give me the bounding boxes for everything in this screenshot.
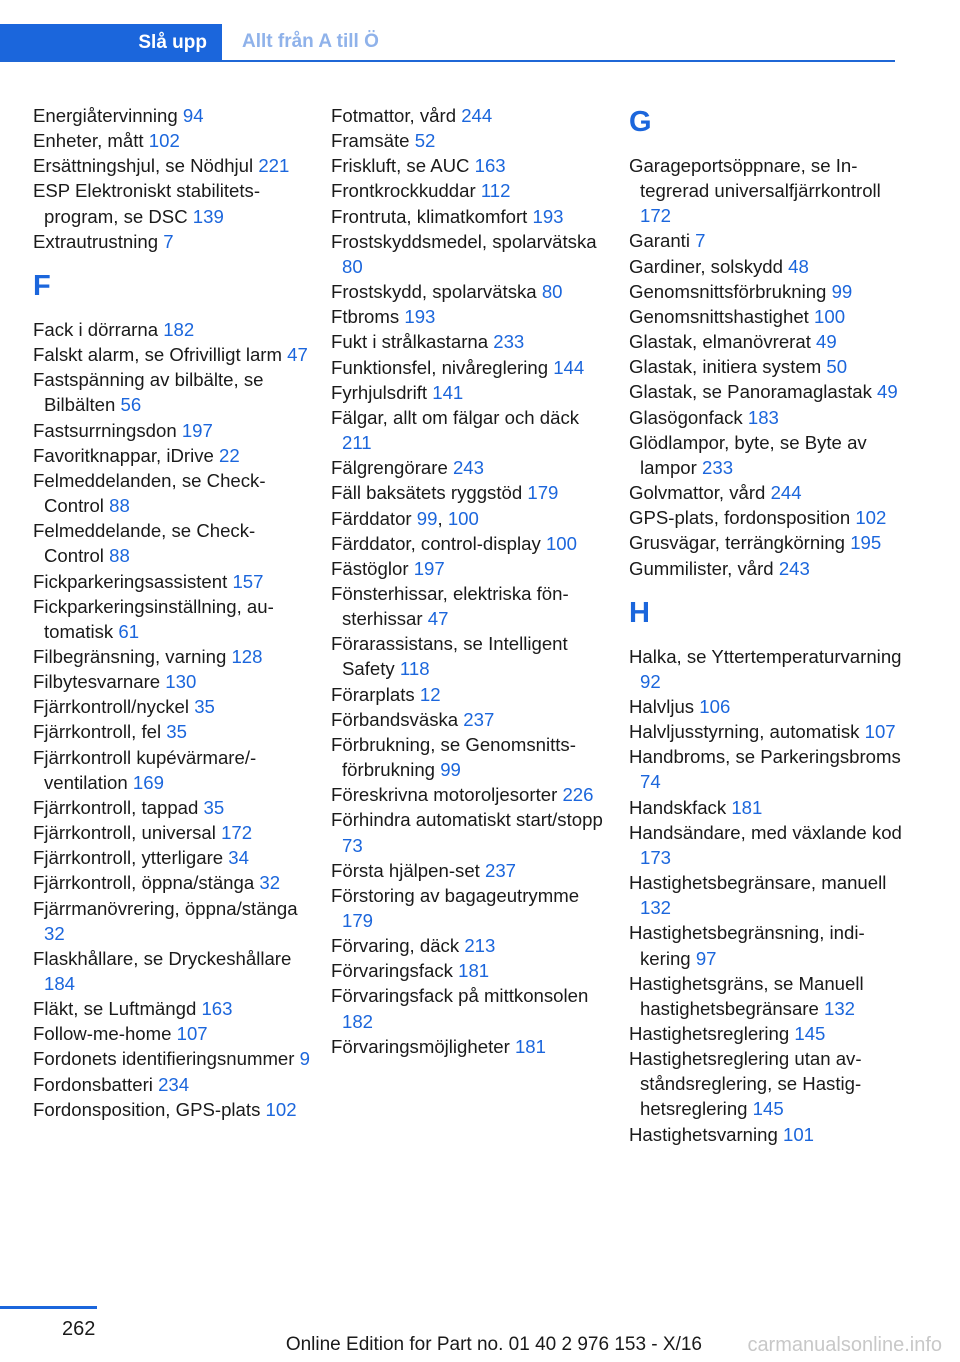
index-entry	[331, 103, 611, 128]
page-link[interactable]: 233	[702, 456, 734, 478]
entry-term: Hastighetsbegränsning, indikering	[629, 922, 865, 969]
page-link[interactable]: 101	[783, 1123, 815, 1145]
index-entry	[629, 694, 904, 719]
index-entry	[33, 367, 313, 417]
index-entry	[629, 1021, 904, 1046]
entry-term: Frontruta, klimatkomfort	[331, 205, 533, 227]
edition-footer: Online Edition for Part no. 01 40 2 976 153 - X/16	[285, 1334, 702, 1355]
index-entry	[331, 480, 611, 505]
page-link[interactable]: 169	[132, 771, 164, 793]
page-link[interactable]: 243	[778, 557, 810, 579]
index-entry	[33, 342, 313, 367]
entry-term: Fickparkeringsinställning, automatisk	[33, 595, 274, 642]
entry-term: ESP Elektroniskt stabilitetsprogram, se DSC	[33, 180, 261, 227]
page-link[interactable]: 157	[232, 570, 264, 592]
index-entry	[33, 820, 313, 845]
entry-term: Frontkrockkuddar	[331, 180, 481, 202]
entry-term: Fjärrmanövrering, öppna/stänga	[33, 897, 298, 919]
index-entry	[33, 996, 313, 1021]
index-entry	[331, 858, 611, 883]
page-link[interactable]: 74	[640, 771, 661, 793]
page-link[interactable]: 49	[816, 331, 837, 353]
index-entry	[33, 870, 313, 895]
page-link[interactable]: 32	[259, 872, 281, 894]
page-link[interactable]: 102	[148, 130, 180, 152]
index-entry	[33, 1072, 313, 1097]
entry-term: Fälgar, allt om fälgar och däck	[331, 406, 580, 428]
entry-term: Fjärrkontroll, fel	[33, 721, 167, 743]
entry-term: Fästöglor	[331, 557, 414, 579]
page-link[interactable]: 244	[461, 105, 493, 126]
page-link[interactable]: 139	[192, 205, 224, 227]
entry-term: Förarassistans, se Intelligent Safety	[331, 633, 568, 680]
index-entry	[331, 304, 611, 329]
page-link[interactable]: 92	[640, 670, 661, 692]
entry-term: Frostskyddsmedel, spolarvätska	[331, 230, 597, 252]
index-entry	[33, 518, 313, 568]
index-entry	[33, 719, 313, 744]
entry-term: Halka, se Yttertemperaturvarning	[629, 645, 902, 667]
page-link[interactable]: 100	[545, 532, 577, 554]
entry-term: Gummilister, vård	[629, 557, 779, 579]
page-link[interactable]: 34	[228, 847, 249, 869]
page-link[interactable]: 80	[541, 281, 563, 303]
entry-term: Fickparkeringsassistent	[33, 570, 233, 592]
entry-term: Hastighetsgräns, se Manuell hastighetsbegränsare	[629, 972, 864, 1019]
entry-term: Glastak, initiera system	[629, 356, 827, 378]
page-link[interactable]: 195	[850, 532, 882, 554]
entry-term: Gardiner, solskydd	[629, 255, 789, 277]
index-entry	[629, 430, 904, 480]
index-entry	[33, 443, 313, 468]
index-entry	[331, 933, 611, 958]
page-link[interactable]: 172	[640, 205, 672, 227]
page-link[interactable]: 47	[287, 344, 308, 366]
page-link[interactable]: 56	[120, 394, 142, 416]
page-link[interactable]: 47	[427, 608, 449, 630]
page-link[interactable]: 22	[219, 444, 240, 466]
watermark: carmanualsonline.info	[747, 1334, 942, 1356]
entry-term: Funktionsfel, nivåreglering	[331, 356, 554, 378]
index-entry	[33, 569, 313, 594]
entry-term: Förhindra automatiskt start/stopp	[331, 809, 603, 831]
page-link[interactable]: 181	[731, 796, 763, 818]
page-link[interactable]: 7	[695, 230, 706, 252]
entry-term: Fotmattor, vård	[331, 105, 462, 126]
index-entry	[331, 1034, 611, 1059]
index-entry	[331, 958, 611, 983]
page-link[interactable]: 128	[231, 645, 263, 667]
page-link[interactable]: 144	[553, 356, 585, 378]
entry-term: Hastighetsbegränsare, manuell	[629, 872, 887, 894]
entry-term: Fordonsposition, GPS-plats	[33, 1098, 266, 1120]
entry-term: Fjärrkontroll, ytterligare	[33, 847, 229, 869]
entry-term: Follow-me-home	[33, 1023, 177, 1045]
page-link[interactable]: 163	[201, 998, 233, 1020]
header-rule	[0, 60, 895, 62]
index-entry	[33, 103, 313, 128]
entry-term: Flaskhållare, se Dryckeshållare	[33, 947, 292, 969]
index-entry	[629, 279, 904, 304]
header-bar	[0, 24, 895, 62]
entry-term: Glödlampor, byte, se Byte av lampor	[629, 431, 867, 478]
index-entry	[331, 883, 611, 933]
index-entry	[33, 745, 313, 795]
index-entry	[33, 694, 313, 719]
index-entry	[331, 631, 611, 681]
page-link[interactable]: 172	[221, 822, 253, 844]
page-link[interactable]: 226	[562, 784, 594, 806]
entry-term: Fläkt, se Luftmängd	[33, 998, 202, 1020]
page-link[interactable]: 145	[794, 1023, 826, 1044]
entry-term: Garanti	[629, 230, 696, 252]
entry-term: Extrautrustning	[33, 230, 164, 252]
page-link[interactable]: 102	[265, 1098, 297, 1120]
index-entry	[33, 418, 313, 443]
entry-term: Ftbroms	[331, 306, 405, 328]
page-link[interactable]: 193	[404, 306, 436, 328]
entry-term: Filbytesvarnare	[33, 671, 166, 693]
page-link[interactable]: 181	[514, 1035, 546, 1057]
entry-term: Fjärrkontroll, tappad	[33, 796, 204, 818]
index-entry	[629, 820, 904, 870]
entry-term: Framsäte	[331, 130, 415, 152]
entry-term: Hastighetsreglering	[629, 1023, 795, 1044]
entry-term: Förbandsväska	[331, 708, 464, 730]
entry-term: Grusvägar, terrängkörning	[629, 532, 851, 554]
index-entry	[331, 380, 611, 405]
entry-term: Fordonets identifieringsnummer	[33, 1048, 300, 1070]
page-link[interactable]: 211	[342, 432, 372, 454]
entry-term: Frostskydd, spolarvätska	[331, 281, 542, 303]
entry-term: Förbrukning, se Genomsnittsförbrukning	[331, 733, 576, 781]
page-link[interactable]: 9	[299, 1048, 310, 1070]
entry-term: Halvljusstyrning, automatisk	[629, 721, 865, 743]
index-entry	[331, 204, 611, 229]
entry-term: Enheter, mått	[33, 130, 149, 152]
entry-term: Ersättningshjul, se Nödhjul	[33, 155, 259, 177]
index-entry	[331, 128, 611, 153]
index-entry	[629, 304, 904, 329]
page-link[interactable]: 197	[181, 419, 213, 441]
page-link[interactable]: 100	[447, 507, 479, 529]
entry-term: Fordonsbatteri	[33, 1073, 159, 1095]
page-link[interactable]: 107	[864, 721, 896, 743]
entry-term: Golvmattor, vård	[629, 482, 771, 504]
page-link[interactable]: 88	[109, 545, 130, 567]
page-link[interactable]: 88	[109, 495, 130, 517]
page-link[interactable]: 197	[413, 557, 445, 579]
index-entry	[629, 795, 904, 820]
entry-term: Fäll baksätets ryggstöd	[331, 482, 528, 504]
entry-term: Fastspänning av bilbälte, se Bilbälten	[33, 369, 264, 416]
entry-term: Halvljus	[629, 695, 700, 717]
entry-term: Felmeddelande, se Check-Control	[33, 520, 256, 567]
page-link[interactable]: 73	[342, 834, 363, 856]
page-link[interactable]: 179	[527, 482, 559, 504]
entry-term: Hastighetsreglering utan avståndsreglering, se Hastighetsreglering	[629, 1048, 862, 1120]
index-entry	[331, 531, 611, 556]
entry-term: Förstoring av bagageutrymme	[331, 884, 580, 906]
index-entry	[629, 971, 904, 1021]
entry-term: Förvaringsfack på mittkonsolen	[331, 985, 589, 1007]
entry-term: Genomsnittsförbrukning	[629, 280, 832, 302]
index-entry	[33, 896, 313, 946]
index-entry	[33, 468, 313, 518]
entry-term: Första hjälpen-set	[331, 859, 485, 881]
entry-term: Fjärrkontroll kupévärmare/-ventilation	[33, 746, 257, 793]
index-entry	[331, 556, 611, 581]
index-entry	[331, 707, 611, 732]
page-link[interactable]: 221	[258, 155, 290, 177]
index-entry	[629, 1122, 904, 1147]
page-link[interactable]: 12	[419, 683, 441, 705]
page-link[interactable]: 102	[855, 507, 887, 529]
entry-term: Färddator	[331, 507, 417, 529]
index-entry	[33, 317, 313, 342]
page-link[interactable]: 48	[788, 255, 809, 277]
entry-term: Fjärrkontroll, öppna/stänga	[33, 872, 260, 894]
index-entry	[331, 732, 611, 782]
page-number-rule	[0, 1306, 97, 1309]
entry-term: Genomsnittshastighet	[629, 305, 815, 327]
page-link[interactable]: 237	[463, 708, 495, 730]
index-entry	[629, 530, 904, 555]
page-link[interactable]: 32	[44, 922, 65, 944]
index-entry	[33, 946, 313, 996]
page-link[interactable]: 141	[432, 381, 464, 403]
index-entry	[629, 644, 904, 694]
page-number: 262	[62, 1318, 96, 1340]
index-entry	[629, 920, 904, 970]
page-link[interactable]: 145	[752, 1098, 784, 1120]
index-entry	[629, 480, 904, 505]
page-link[interactable]: 97	[695, 947, 717, 969]
index-entry	[33, 669, 313, 694]
page-link[interactable]: 237	[485, 859, 517, 881]
index-entry	[33, 644, 313, 669]
index-entry: Färddator 99, 100	[331, 507, 479, 529]
page-link[interactable]: 99	[416, 507, 438, 529]
page-link[interactable]: 213	[464, 935, 496, 957]
entry-term: Hastighetsvarning	[629, 1123, 783, 1145]
page-link[interactable]: 182	[342, 1010, 374, 1032]
entry-term: Fönsterhissar, elektriska fönsterhissar	[331, 582, 569, 630]
index-entry	[629, 254, 904, 279]
index-entry	[331, 405, 611, 455]
page-link[interactable]: 106	[699, 695, 731, 717]
index-entry	[629, 719, 904, 744]
index-entry	[629, 153, 904, 228]
entry-term: Fälgrengörare	[331, 457, 453, 479]
entry-term: Förvaringsfack	[331, 960, 459, 982]
index-entry	[33, 1021, 313, 1046]
entry-term: Felmeddelanden, se Check-Control	[33, 469, 266, 517]
page-link[interactable]: 49	[877, 381, 898, 403]
page-link[interactable]: 163	[474, 155, 506, 177]
index-entry	[33, 128, 313, 153]
index-entry	[629, 505, 904, 530]
index-entry	[629, 329, 904, 354]
page-link[interactable]: 35	[166, 721, 187, 743]
tab-slå-upp[interactable]: Slå upp	[0, 24, 222, 62]
index-entry	[33, 153, 313, 178]
page-link[interactable]: 130	[165, 671, 197, 693]
index-entry	[33, 178, 313, 228]
index-entry	[331, 279, 611, 304]
section-letter: H	[629, 596, 650, 629]
index-entry	[33, 795, 313, 820]
index-entry	[629, 556, 904, 581]
index-entry	[331, 782, 611, 807]
index-entry	[629, 1046, 904, 1121]
page-link[interactable]: 132	[824, 997, 856, 1019]
entry-term: Glastak, elmanövrerat	[629, 331, 817, 353]
entry-term: Föreskrivna motoroljesorter	[331, 784, 563, 806]
index-entry	[331, 153, 611, 178]
index-column-1	[33, 103, 313, 1122]
entry-term: GPS-plats, fordonsposition	[629, 507, 856, 529]
entry-term: Fastsurrningsdon	[33, 419, 182, 441]
page-link[interactable]: 179	[342, 910, 374, 931]
entry-term: Friskluft, se AUC	[331, 155, 475, 177]
entry-term: Handbroms, se Parkeringsbroms	[629, 746, 901, 768]
page-link[interactable]: 243	[452, 457, 484, 479]
page-link[interactable]: 35	[194, 696, 215, 718]
index-entry	[33, 845, 313, 870]
index-entry	[331, 807, 611, 857]
index-entry	[629, 744, 904, 794]
entry-term: Filbegränsning, varning	[33, 645, 232, 667]
page-link[interactable]: 193	[532, 205, 564, 227]
tab-allt-fran-a-till-o[interactable]: Allt från A till Ö	[242, 31, 379, 52]
page-link[interactable]: 94	[182, 105, 204, 126]
entry-term: Glasögonfack	[629, 406, 748, 428]
page-link[interactable]: 107	[176, 1023, 208, 1045]
entry-term: Förvaring, däck	[331, 935, 465, 957]
page-link[interactable]: 173	[640, 846, 672, 868]
entry-term: Färddator, control-display	[331, 532, 546, 554]
index-column-2	[331, 103, 611, 1059]
index-entry	[629, 379, 904, 404]
entry-term: Fjärrkontroll/nyckel	[33, 696, 195, 718]
page-link[interactable]: 184	[44, 973, 76, 994]
page-link[interactable]: 61	[118, 620, 140, 642]
entry-term: Fjärrkontroll, universal	[33, 822, 222, 844]
page-link[interactable]: 7	[163, 230, 174, 252]
entry-term: Garageportsöppnare, se Integrerad universalfjärrkontroll	[629, 155, 881, 202]
page-link[interactable]: 118	[399, 658, 430, 680]
index-entry	[331, 355, 611, 380]
entry-term: Förarplats	[331, 683, 420, 705]
index-entry	[331, 178, 611, 203]
page-link[interactable]: 233	[493, 331, 525, 353]
index-entry	[331, 329, 611, 354]
entry-term: Glastak, se Panoramaglastak	[629, 381, 878, 403]
entry-term: Favoritknappar, iDrive	[33, 444, 220, 466]
entry-term: Falskt alarm, se Ofrivilligt larm	[33, 344, 288, 366]
index-entry	[33, 1046, 313, 1071]
index-entry	[331, 455, 611, 480]
entry-term: Förvaringsmöjligheter	[331, 1035, 515, 1057]
index-entry	[33, 229, 313, 254]
index-entry	[331, 983, 611, 1033]
page-link[interactable]: 183	[747, 406, 779, 428]
page-link[interactable]: 112	[480, 180, 511, 202]
entry-term: Fack i dörrarna	[33, 318, 164, 340]
section-letter: F	[33, 269, 51, 302]
entry-term: Handsändare, med växlande kod	[629, 821, 902, 843]
page-link[interactable]: 182	[163, 318, 195, 340]
index-entry	[629, 405, 904, 430]
page-link[interactable]: 234	[158, 1073, 190, 1095]
page-link[interactable]: 35	[203, 796, 225, 818]
index-entry	[629, 228, 904, 253]
page-link[interactable]: 99	[831, 280, 853, 302]
page-link[interactable]: 80	[342, 255, 363, 277]
entry-term: Fukt i strålkastarna	[331, 331, 494, 353]
entry-term: Energiåtervinning	[33, 105, 183, 126]
page-link[interactable]: 181	[458, 960, 490, 982]
entry-term: Handskfack	[629, 796, 732, 818]
index-entry	[331, 682, 611, 707]
index-entry	[629, 870, 904, 920]
index-entry	[331, 581, 611, 631]
index-column-3	[629, 103, 904, 1147]
page-link[interactable]: 99	[440, 759, 461, 781]
index-entry	[33, 1097, 313, 1122]
section-letter: G	[629, 106, 652, 138]
page-link[interactable]: 100	[814, 305, 846, 327]
page-link[interactable]: 132	[640, 897, 672, 919]
index-entry	[629, 354, 904, 379]
page-link[interactable]: 52	[414, 130, 436, 152]
index-entry	[331, 229, 611, 279]
page-link[interactable]: 50	[826, 356, 848, 378]
entry-term: Fyrhjulsdrift	[331, 381, 433, 403]
page-link[interactable]: 244	[770, 482, 802, 504]
index-entry	[33, 594, 313, 644]
